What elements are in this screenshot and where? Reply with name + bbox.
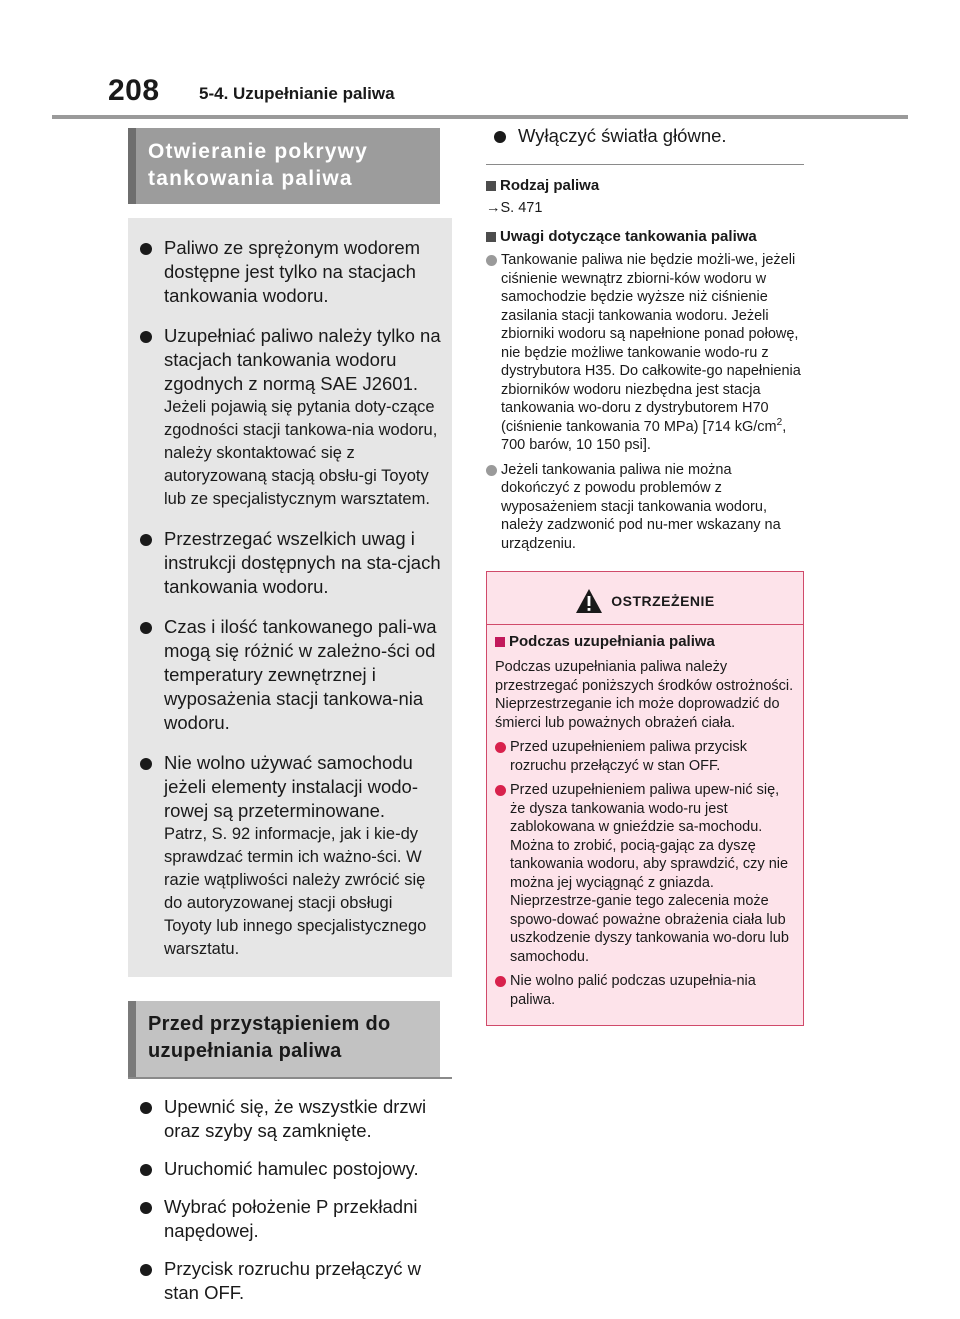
bullet-icon xyxy=(140,1264,152,1276)
warning-body xyxy=(487,625,803,1025)
heading-line: tankowania paliwa xyxy=(148,167,353,190)
list-item-text xyxy=(164,751,442,961)
list-item xyxy=(486,124,804,148)
bullet-icon xyxy=(140,758,152,770)
warning-box xyxy=(486,571,804,1026)
warning-item-text: Przed uzupełnieniem paliwa upew-nić się, że dysza tankowania wodo-ru jest zablokowana w gnieździe sa-mochodu. Można to zrobić, pocią-gając za dyszę tankowania wodoru, aby sprawdzić, czy nie można jej wyciągnąć z gniazda. Nieprzestrze-ganie tego zalecenia może spowo-dować poważne obrażenia ciała lub uszkodzenie dyszy tankowania wo-doru lub samochodu. xyxy=(510,782,789,965)
bullet-icon xyxy=(140,1202,152,1214)
note-item xyxy=(486,251,804,455)
heading-line: uzupełniania paliwa xyxy=(148,1040,342,1062)
warning-item xyxy=(495,781,797,966)
list-item-main: Uzupełniać paliwo należy tylko na stacjach tankowania wodoru zgodnych z normą SAE J2601. xyxy=(164,325,441,394)
warning-intro: Podczas uzupełniania paliwa należy przestrzegać poniższych środków ostrożności. Nieprzestrzeganie ich może doprowadzić do śmierci lub poważnych obrażeń ciała. xyxy=(495,659,794,731)
warning-header xyxy=(487,572,803,625)
list-item-text: Przycisk rozruchu przełączyć w stan OFF. xyxy=(164,1258,422,1303)
list-item-text: Paliwo ze sprężonym wodorem dostępne jest tylko na stacjach tankowania wodoru. xyxy=(164,237,421,306)
heading-underline xyxy=(128,1077,452,1079)
warning-item-text: Nie wolno palić podczas uzupełnia-nia paliwa. xyxy=(510,973,756,1008)
bullet-icon xyxy=(140,243,152,255)
heading-line: Przed przystąpieniem do xyxy=(148,1013,391,1035)
superscript: 2 xyxy=(776,416,783,428)
bullet-icon xyxy=(486,255,497,266)
list-item xyxy=(138,1095,452,1143)
note-text xyxy=(501,251,804,455)
list-item-text: Upewnić się, że wszystkie drzwi oraz szyby są zamknięte. xyxy=(164,1096,427,1141)
list-item-text: Czas i ilość tankowanego pali-wa mogą się różnić w zależno-ści od temperatury zewnętrznej i wyposażenia stacji tankowa-nia wodoru. xyxy=(164,616,437,733)
bullet-icon xyxy=(495,976,506,987)
left-column xyxy=(128,128,452,1319)
divider xyxy=(486,164,804,165)
fuel-type-heading xyxy=(486,177,804,194)
note-main: Tankowanie paliwa nie będzie możli-we, jeżeli ciśnienie wewnątrz zbiorni-ków wodoru w samochodzie będzie wyższe niż ciśnienie zasilania stacji tankowania wodoru. Jeżeli zbiorniki wodoru są napełnione ponad połowę, nie będzie możliwe tankowanie wodo-ru z dystrybutora H35. Do całkowite-go napełnienia zbiorników wodoru niezbędna jest stacja tankowania wo-doru z dystrybutorem H70 (ciśnienie tankowania 70 MPa) [714 kG/cm xyxy=(501,252,801,435)
square-bullet-icon xyxy=(495,637,505,647)
list-item-text xyxy=(164,324,442,511)
notes-heading xyxy=(486,228,804,245)
list-item xyxy=(138,1157,452,1181)
bullet-icon xyxy=(495,742,506,753)
bullet-icon xyxy=(495,785,506,796)
list-item xyxy=(138,751,442,961)
bullet-icon xyxy=(140,622,152,634)
warning-item-text: Przed uzupełnieniem paliwa przycisk rozruchu przełączyć w stan OFF. xyxy=(510,739,747,774)
square-bullet-icon xyxy=(486,232,496,242)
bullet-icon xyxy=(494,131,506,143)
heading-text: Podczas uzupełniania paliwa xyxy=(509,633,715,650)
info-panel xyxy=(128,218,452,977)
heading-text: Rodzaj paliwa xyxy=(500,177,600,194)
note-text: Jeżeli tankowania paliwa nie można dokończyć z powodu problemów z wyposażeniem stacji tankowania wodoru, należy zadzwonić pod nu-mer wskazany na urządzeniu. xyxy=(501,461,781,552)
warning-item xyxy=(495,972,797,1009)
list-item xyxy=(138,324,442,511)
heading-before-refueling xyxy=(128,1001,440,1077)
list-item-detail: Patrz, S. 92 informacje, jak i kie-dy sprawdzać termin ich ważno-ści. W razie wątpliwości należy zwrócić się do autoryzowanej stacji obsługi Toyoty lub innego specjalistycznego warsztatu. xyxy=(164,825,427,958)
section-title: 5-4. Uzupełnianie paliwa xyxy=(199,84,395,103)
header-rule xyxy=(52,115,908,119)
bullet-icon xyxy=(140,1164,152,1176)
list-item-text: Przestrzegać wszelkich uwag i instrukcji dostępnych na sta-cjach tankowania wodoru. xyxy=(164,528,441,597)
page-number: 208 xyxy=(108,74,160,107)
list-item-text: Wybrać położenie P przekładni napędowej. xyxy=(164,1196,418,1241)
bullet-icon xyxy=(486,465,497,476)
warning-triangle-icon xyxy=(575,588,603,614)
list-item xyxy=(138,1195,452,1243)
list-item xyxy=(138,236,442,308)
bullet-icon xyxy=(140,1102,152,1114)
list-item-main: Nie wolno używać samochodu jeżeli elementy instalacji wodo-rowej są przeterminowane. xyxy=(164,752,418,821)
heading-text: Uwagi dotyczące tankowania paliwa xyxy=(500,228,757,245)
list-item xyxy=(138,1257,452,1305)
bullet-icon xyxy=(140,331,152,343)
warning-item xyxy=(495,738,797,775)
note-item xyxy=(486,461,804,554)
list-item xyxy=(138,615,442,735)
heading-opening-fuel-door xyxy=(128,128,440,204)
list-item-text: Uruchomić hamulec postojowy. xyxy=(164,1158,419,1179)
warning-title: OSTRZEŻENIE xyxy=(611,593,715,609)
list-item-detail: Jeżeli pojawią się pytania doty-czące zgodności stacji tankowa-nia wodoru, należy skontaktować się z autoryzowaną stacją obsłu-gi Toyoty lub ze specjalistycznym warsztatem. xyxy=(164,398,438,508)
page-reference: →S. 471 xyxy=(486,200,543,216)
square-bullet-icon xyxy=(486,181,496,191)
bullet-icon xyxy=(140,534,152,546)
heading-line: Otwieranie pokrywy xyxy=(148,140,369,163)
right-column xyxy=(486,124,804,1026)
note-end: , 700 barów, 10 150 psi]. xyxy=(501,418,787,453)
preparation-list xyxy=(128,1095,452,1305)
list-item-text: Wyłączyć światła główne. xyxy=(518,125,727,146)
list-item xyxy=(138,527,442,599)
warning-heading xyxy=(495,633,797,650)
